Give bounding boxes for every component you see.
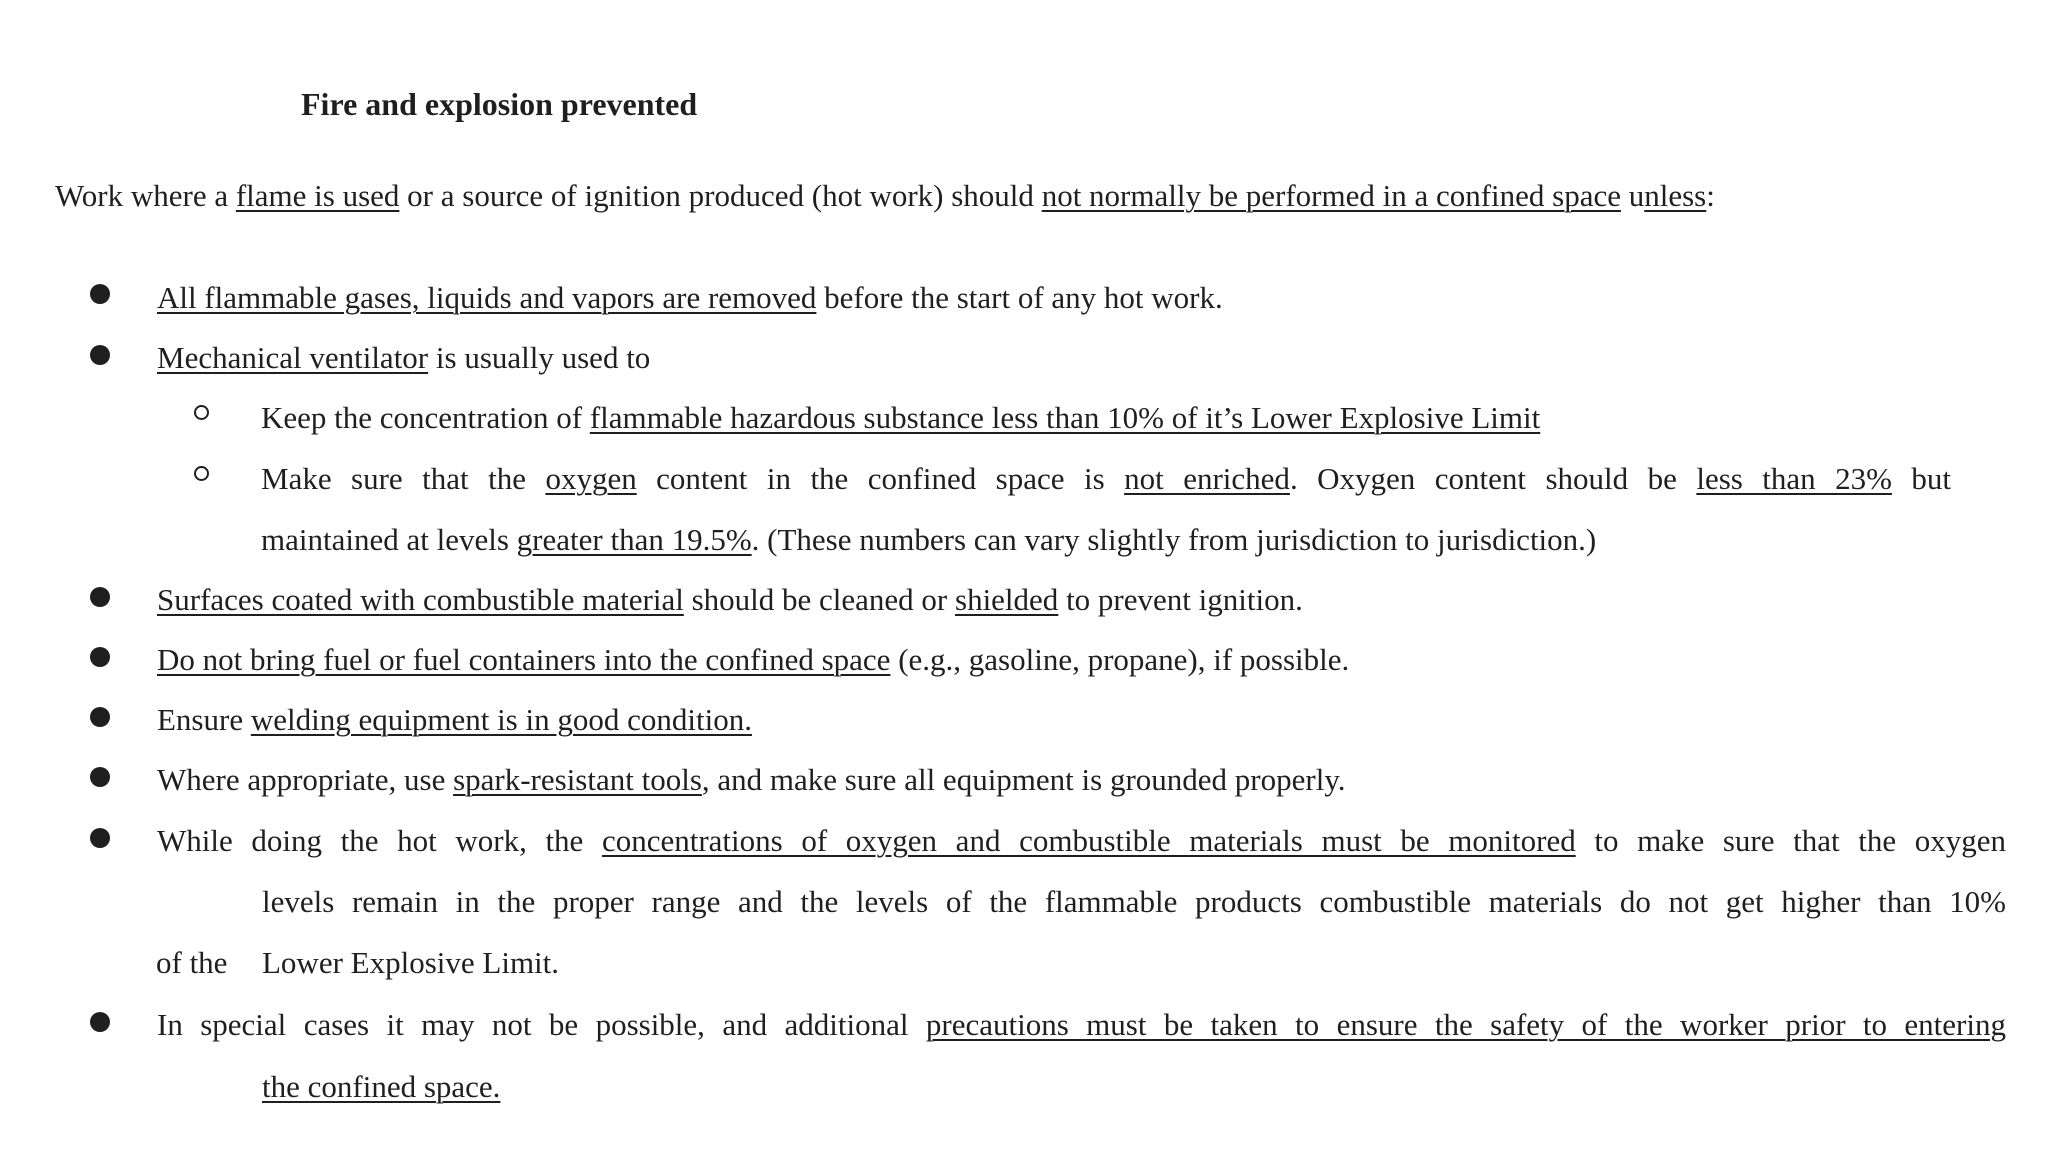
- list-item-continuation: [262, 944, 559, 982]
- intro-underlined-text: flame is used: [235, 178, 400, 213]
- item-text: , and make sure all equipment is grounded properly.: [701, 762, 1346, 797]
- item-text: but: [1891, 461, 1952, 496]
- bullet-icon: [90, 1012, 110, 1032]
- underlined-text: Do not bring fuel or fuel containers into the confined space: [157, 642, 891, 677]
- underlined-text: Surfaces coated with combustible material: [157, 582, 684, 617]
- underlined-text: welding equipment is in good condition.: [250, 702, 752, 737]
- underlined-text: flammable hazardous substance less than 10% of it’s Lower Explosive Limit: [589, 400, 1541, 435]
- list-item: [157, 339, 650, 377]
- item-text: . Oxygen content should be: [1289, 461, 1697, 496]
- bullet-icon: [90, 284, 110, 304]
- list-item-continuation: [156, 944, 227, 982]
- intro-text: Work where a: [55, 178, 236, 213]
- underlined-text: All flammable gases, liquids and vapors are removed: [157, 280, 817, 315]
- underlined-text: greater than 19.5%: [516, 522, 752, 557]
- intro-paragraph: [55, 178, 1715, 214]
- item-text: Lower Explosive Limit.: [262, 945, 560, 980]
- underlined-text: spark-resistant tools: [453, 762, 702, 797]
- intro-text: or a source of ignition produced (hot work) should: [399, 178, 1042, 213]
- bullet-icon: [90, 767, 110, 787]
- item-text: Keep the concentration of: [261, 400, 590, 435]
- sub-list-item: [261, 460, 1951, 498]
- list-item: [157, 822, 2006, 860]
- list-item-continuation: [262, 883, 2006, 921]
- sub-list-item-continuation: [261, 521, 1596, 559]
- intro-underlined-text: not normally be performed in a confined space: [1041, 178, 1621, 213]
- underlined-text: Mechanical ventilator: [157, 340, 429, 375]
- item-text: content in the confined space is: [636, 461, 1125, 496]
- item-text: Where appropriate, use: [157, 762, 454, 797]
- list-item: [157, 1006, 2006, 1044]
- list-item: [157, 641, 1349, 679]
- item-text: of the: [156, 945, 228, 980]
- underlined-text: the confined space.: [262, 1069, 501, 1104]
- item-text: Ensure: [157, 702, 251, 737]
- intro-underlined-text: nless: [1644, 178, 1707, 213]
- item-text: should be cleaned or: [683, 582, 955, 617]
- sub-list-item: [261, 399, 1540, 437]
- item-text: While doing the hot work, the: [157, 823, 602, 858]
- item-text: (e.g., gasoline, propane), if possible.: [890, 642, 1350, 677]
- hollow-bullet-icon: [194, 405, 209, 420]
- bullet-icon: [90, 828, 110, 848]
- list-item: [157, 279, 1223, 317]
- item-text: to prevent ignition.: [1058, 582, 1303, 617]
- underlined-text: concentrations of oxygen and combustible materials must be monitored: [601, 823, 1576, 858]
- item-text: levels remain in the proper range and the levels of the flammable products combustible materials do not get higher than 10%: [262, 884, 2006, 919]
- list-item: [157, 581, 1303, 619]
- intro-text: :: [1706, 178, 1715, 213]
- list-item: [157, 761, 1346, 799]
- item-text: . (These numbers can vary slightly from jurisdiction to jurisdiction.): [751, 522, 1597, 557]
- item-text: Make sure that the: [261, 461, 546, 496]
- hollow-bullet-icon: [194, 466, 209, 481]
- bullet-icon: [90, 587, 110, 607]
- list-item: [157, 701, 752, 739]
- item-text: to make sure that the oxygen: [1575, 823, 2006, 858]
- intro-text: u: [1621, 178, 1645, 213]
- list-item-continuation: [262, 1068, 500, 1106]
- item-text: maintained at levels: [261, 522, 517, 557]
- bullet-icon: [90, 647, 110, 667]
- underlined-text: not enriched: [1124, 461, 1290, 496]
- underlined-text: oxygen: [545, 461, 637, 496]
- item-text: is usually used to: [428, 340, 651, 375]
- section-title: Fire and explosion prevented: [301, 86, 698, 122]
- underlined-text: shielded: [955, 582, 1059, 617]
- bullet-icon: [90, 707, 110, 727]
- bullet-icon: [90, 345, 110, 365]
- underlined-text: precautions must be taken to ensure the safety of the worker prior to entering: [925, 1007, 2006, 1042]
- item-text: In special cases it may not be possible, and additional: [157, 1007, 926, 1042]
- underlined-text: less than 23%: [1696, 461, 1892, 496]
- item-text: before the start of any hot work.: [816, 280, 1223, 315]
